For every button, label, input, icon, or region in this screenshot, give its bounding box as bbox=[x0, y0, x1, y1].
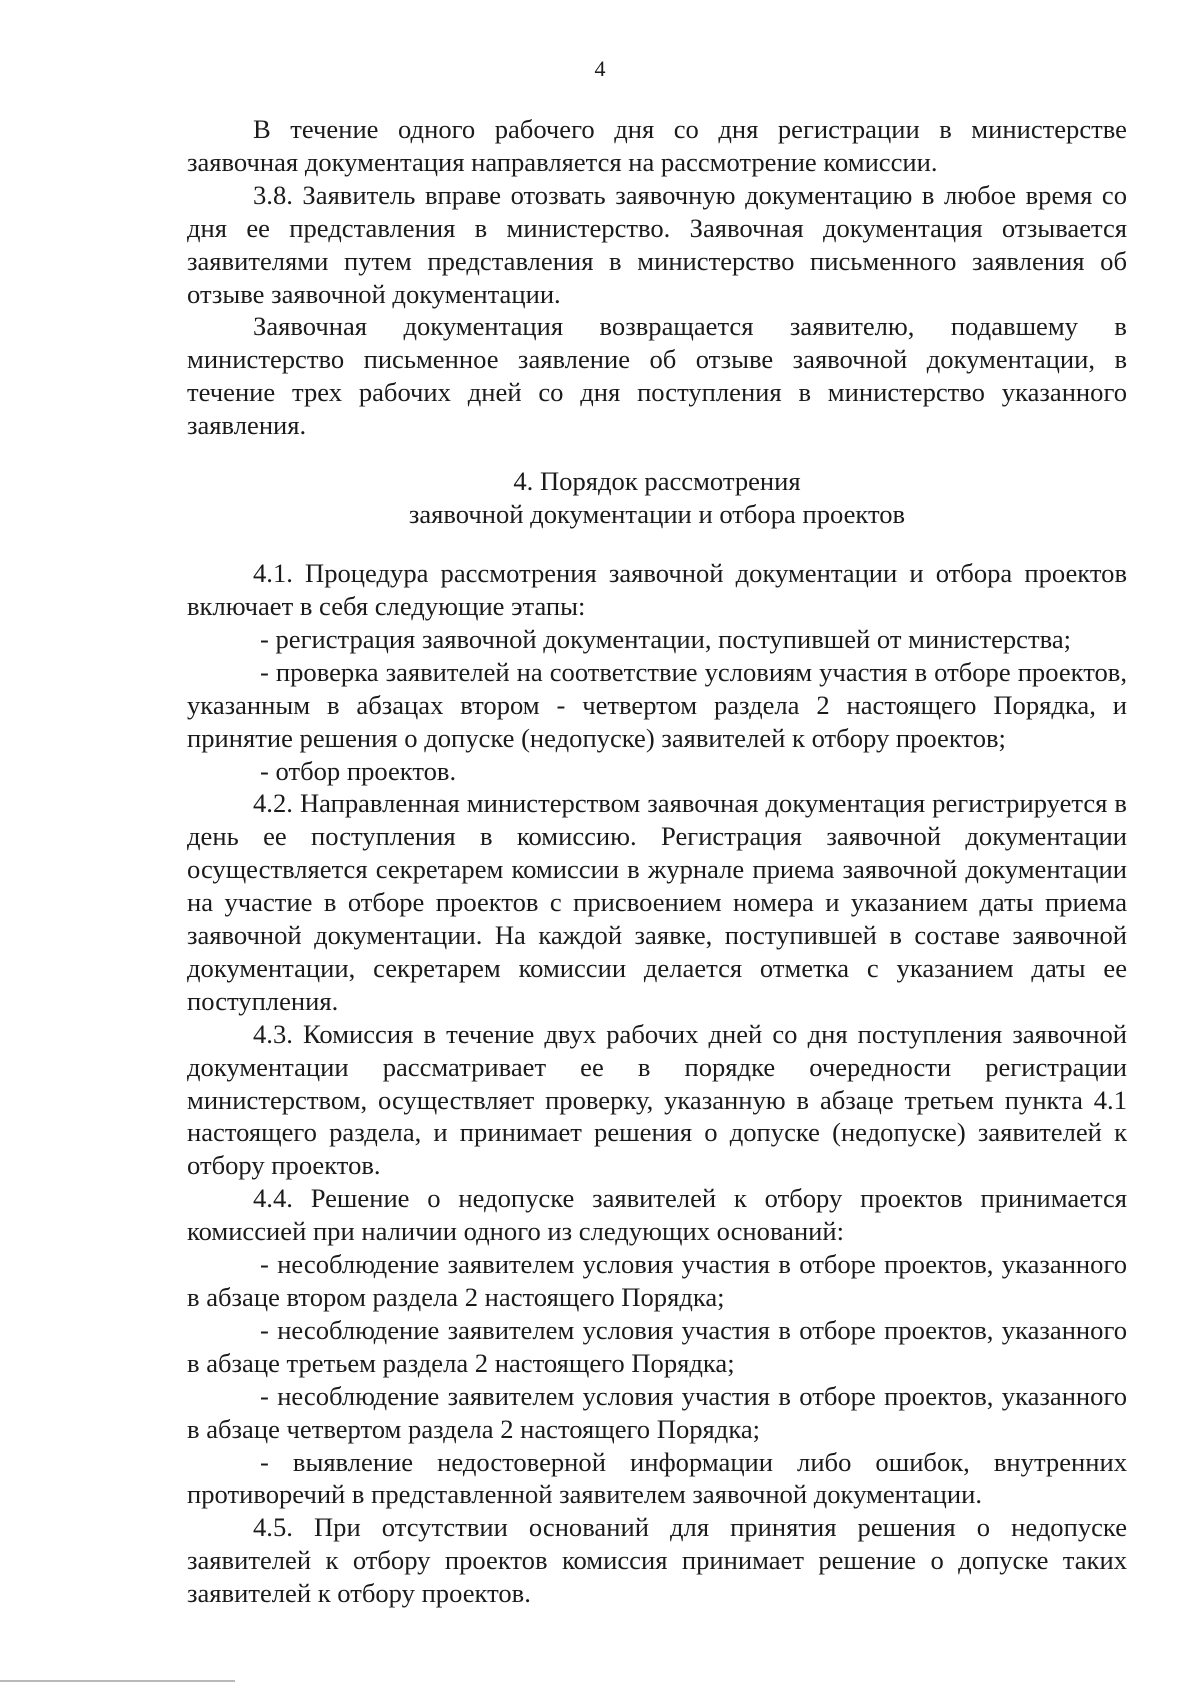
page-number: 4 bbox=[594, 56, 606, 81]
heading-spacer bbox=[187, 531, 1127, 557]
paragraph-return-documentation: Заявочная документация возвращается заявителю, подавшему в министерство письменное заявление об отзыве заявочной документации, в течение трех рабочих дней со дня поступления в министерство указанного заявления. bbox=[187, 311, 1127, 441]
list-item-ground-1: - несоблюдение заявителем условия участия в отборе проектов, указанного в абзаце втором раздела 2 настоящего Порядка; bbox=[187, 1249, 1127, 1312]
list-item-verification: - проверка заявителей на соответствие условиям участия в отборе проектов, указанным в абзацах втором - четвертом раздела 2 настоящего Порядка, и принятие решения о допуске (недопуске) заявителей к отбору проектов; bbox=[187, 656, 1127, 753]
paragraph-4-4: 4.4. Решение о недопуске заявителей к отбору проектов принимается комиссией при наличии одного из следующих оснований: bbox=[187, 1183, 1127, 1247]
list-item-selection: - отбор проектов. bbox=[260, 755, 457, 786]
list-item-registration: - регистрация заявочной документации, поступившей от министерства; bbox=[260, 623, 1072, 654]
paragraph-3-8: 3.8. Заявитель вправе отозвать заявочную документацию в любое время со дня ее представления в министерство. Заявочная документация отзывается заявителями путем представления в министерство письменного заявления об отзыве заявочной документации. bbox=[187, 179, 1127, 309]
section-heading-line-1: 4. Порядок рассмотрения bbox=[513, 466, 801, 497]
paragraph-4-1: 4.1. Процедура рассмотрения заявочной документации и отбора проектов включает в себя следующие этапы: bbox=[187, 558, 1127, 621]
paragraph-registration-transfer: В течение одного рабочего дня со дня регистрации в министерстве заявочная документация направляется на рассмотрение комиссии. bbox=[187, 114, 1127, 177]
paragraph-4-3: 4.3. Комиссия в течение двух рабочих дней со дня поступления заявочной документации рассматривает ее в порядке очередности регистрации министерством, осуществляет проверку, указанную в абзаце третьем пункта 4.1 настоящего раздела, и принимает решения о допуске (недопуске) заявителей к отбору проектов. bbox=[187, 1018, 1127, 1181]
section-heading-line-2: заявочной документации и отбора проектов bbox=[408, 499, 906, 530]
list-item-ground-4: - выявление недостоверной информации либо ошибок, внутренних противоречий в представленной заявителем заявочной документации. bbox=[187, 1446, 1127, 1510]
list-item-ground-2: - несоблюдение заявителем условия участия в отборе проектов, указанного в абзаце третьем раздела 2 настоящего Порядка; bbox=[187, 1314, 1127, 1378]
paragraph-4-5: 4.5. При отсутствии оснований для принятия решения о недопуске заявителей к отбору проектов комиссия принимает решение о допуске таких заявителей к отбору проектов. bbox=[187, 1512, 1127, 1609]
list-item-ground-3: - несоблюдение заявителем условия участия в отборе проектов, указанного в абзаце четвертом раздела 2 настоящего Порядка; bbox=[187, 1380, 1127, 1444]
footer-divider bbox=[0, 1680, 235, 1682]
document-body bbox=[187, 113, 1127, 1610]
paragraph-4-2: 4.2. Направленная министерством заявочная документация регистрируется в день ее поступления в комиссию. Регистрация заявочной документации осуществляется секретарем комиссии в журнале приема заявочной документации на участие в отборе проектов с присвоением номера и указанием даты приема заявочной документации. На каждой заявке, поступившей в составе заявочной документации, секретарем комиссии делается отметка с указанием даты ее поступления. bbox=[187, 788, 1127, 1016]
